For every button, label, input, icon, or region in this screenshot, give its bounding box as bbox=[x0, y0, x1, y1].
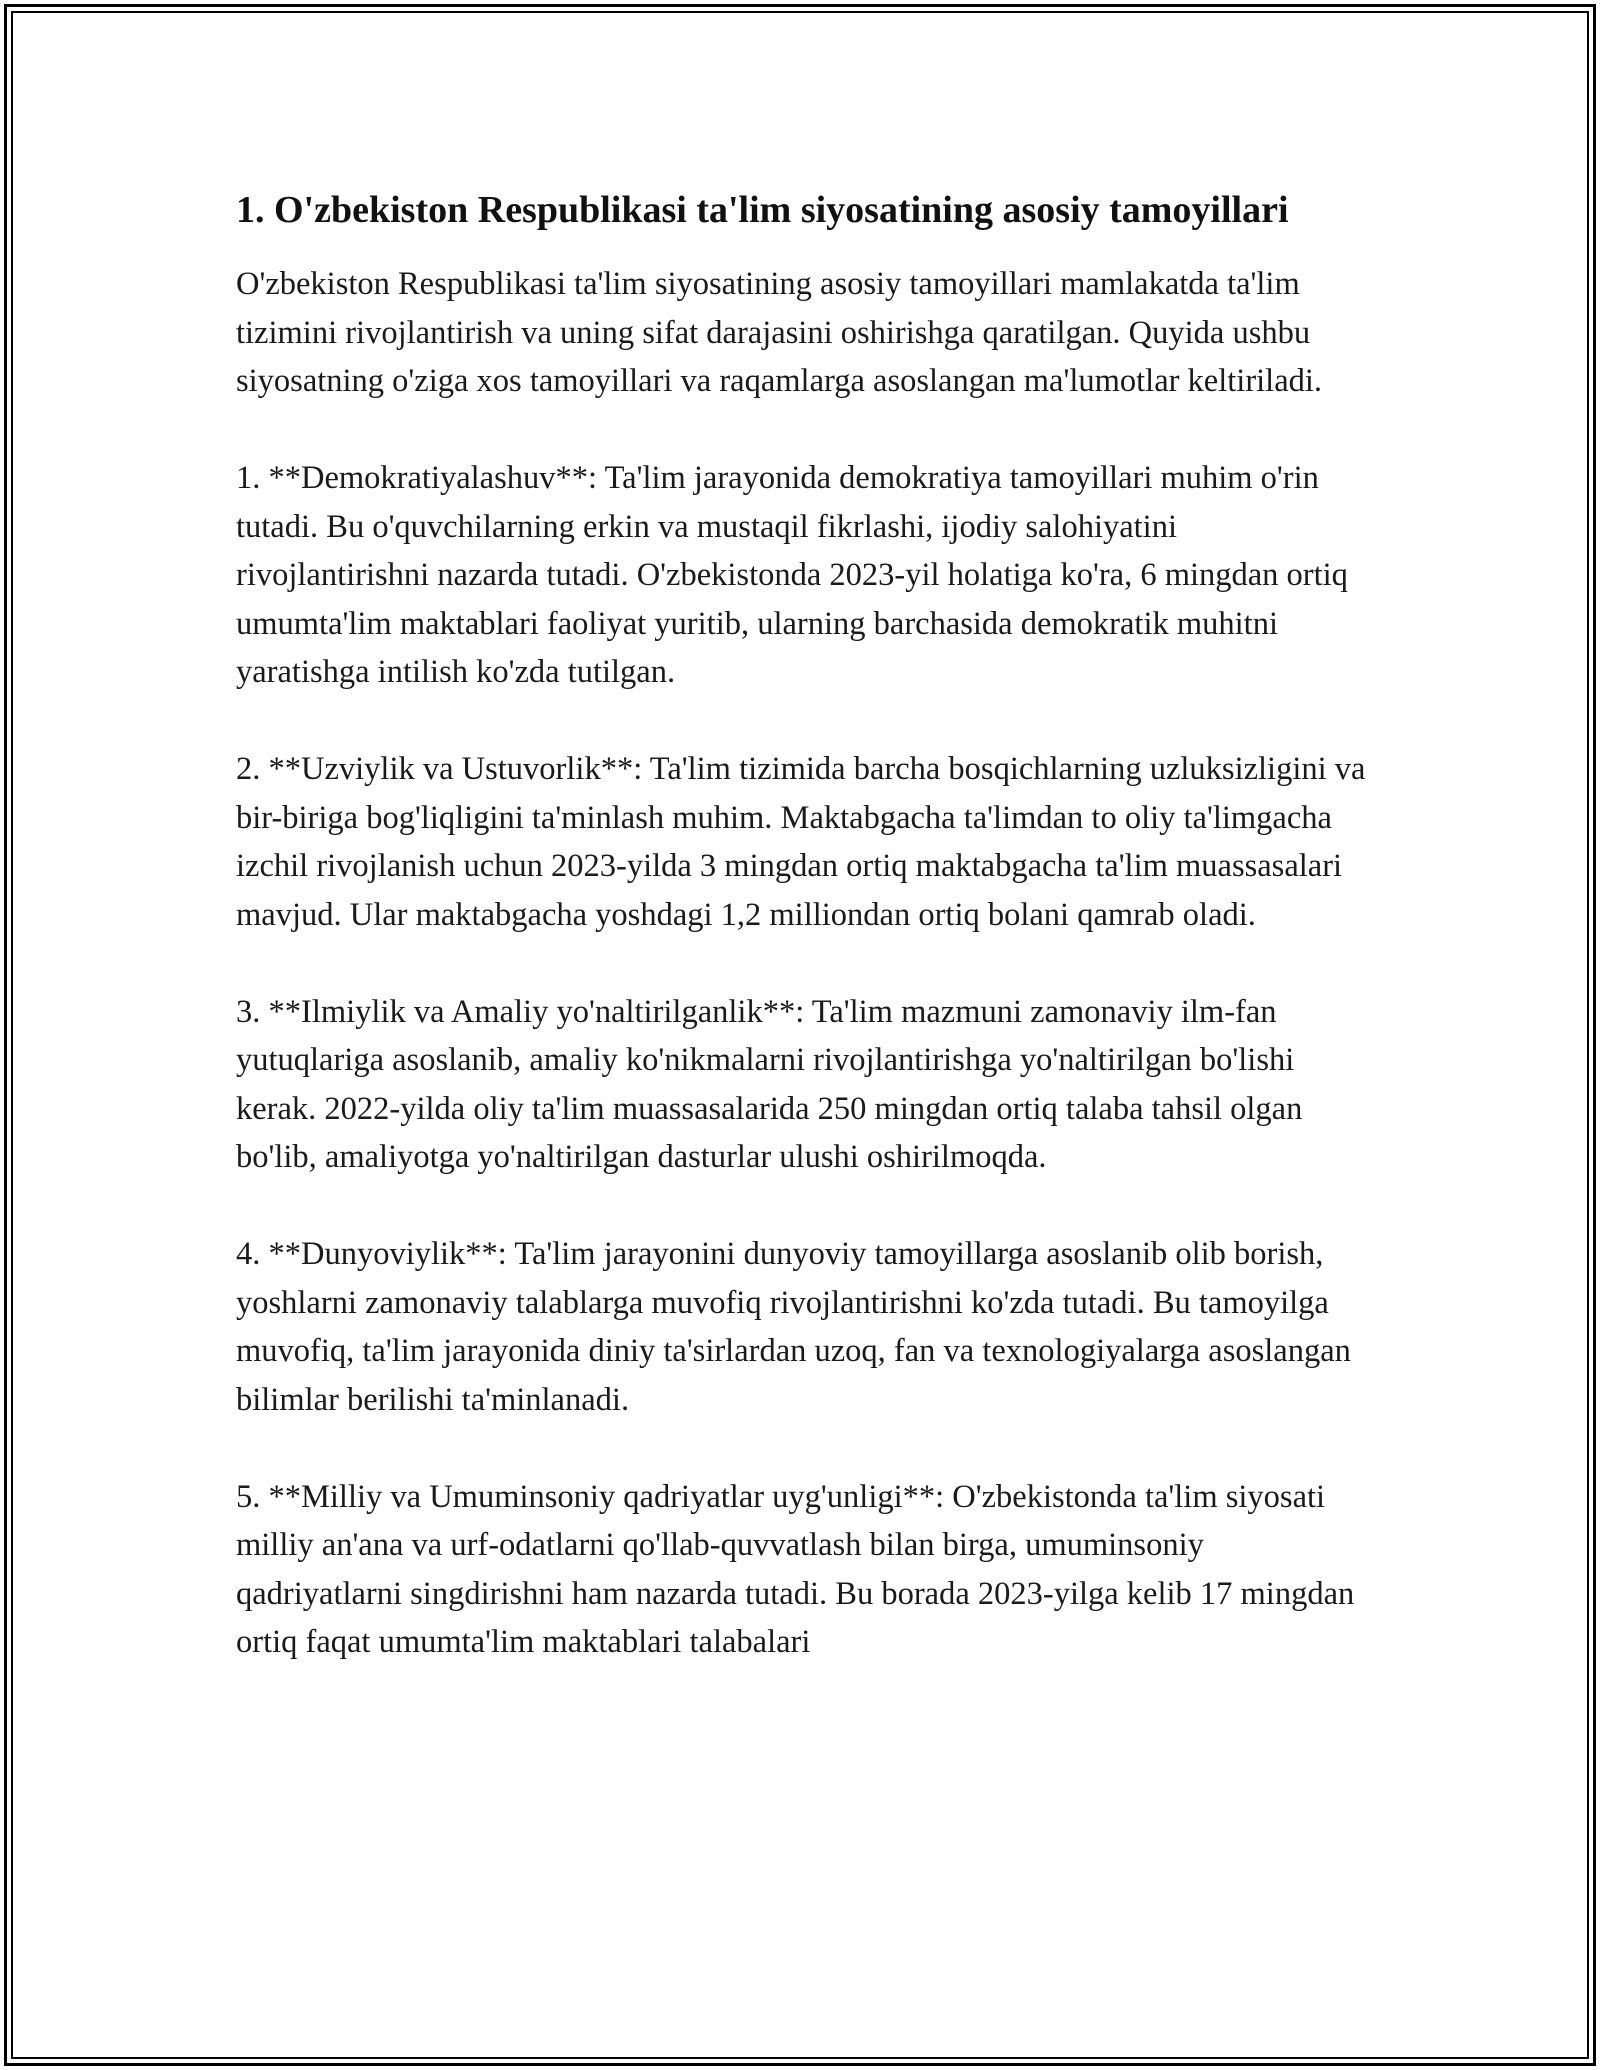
principle-paragraph-3: 3. **Ilmiylik va Amaliy yo'naltirilganlik**: Ta'lim mazmuni zamonaviy ilm-fan yutuqlariga asoslanib, amaliy ko'nikmalarni rivojlantirishga yo'naltirilgan bo'lishi kerak. 2022-yilda oliy ta'lim muassasalarida 250 mingdan ortiq talaba tahsil olgan bo'lib, amaliyotga yo'naltirilgan dasturlar ulushi oshirilmoqda. bbox=[236, 993, 1303, 1175]
document-title: 1. O'zbekiston Respublikasi ta'lim siyosatining asosiy tamoyillari bbox=[236, 189, 1289, 231]
document-body bbox=[236, 184, 1376, 1715]
principle-paragraph-2: 2. **Uzviylik va Ustuvorlik**: Ta'lim tizimida barcha bosqichlarning uzluksizligini va bir-biriga bog'liqligini ta'minlash muhim. Maktabgacha ta'limdan to oliy ta'limgacha izchil rivojlanish uchun 2023-yilda 3 mingdan ortiq maktabgacha ta'lim muassasalari mavjud. Ular maktabgacha yoshdagi 1,2 milliondan ortiq bolani qamrab oladi. bbox=[236, 751, 1366, 933]
principle-paragraph-5: 5. **Milliy va Umuminsoniy qadriyatlar uyg'unligi**: O'zbekistonda ta'lim siyosati milliy an'ana va urf-odatlarni qo'llab-quvvatlash bilan birga, umuminsoniy qadriyatlarni singdirishni ham nazarda tutadi. Bu borada 2023-yilga kelib 17 mingdan ortiq faqat umumta'lim maktablari talabalari bbox=[236, 1478, 1355, 1660]
principle-paragraph-4: 4. **Dunyoviylik**: Ta'lim jarayonini dunyoviy tamoyillarga asoslanib olib borish, yoshlarni zamonaviy talablarga muvofiq rivojlantirishni ko'zda tutadi. Bu tamoyilga muvofiq, ta'lim jarayonida diniy ta'sirlardan uzoq, fan va texnologiyalarga asoslangan bilimlar berilishi ta'minlanadi. bbox=[236, 1236, 1351, 1418]
principle-paragraph-1: 1. **Demokratiyalashuv**: Ta'lim jarayonida demokratiya tamoyillari muhim o'rin tutadi. Bu o'quvchilarning erkin va mustaqil fikrlashi, ijodiy salohiyatini rivojlantirishni nazarda tutadi. O'zbekistonda 2023-yil holatiga ko'ra, 6 mingdan ortiq umumta'lim maktablari faoliyat yuritib, ularning barchasida demokratik muhitni yaratishga intilish ko'zda tutilgan. bbox=[236, 460, 1348, 690]
intro-paragraph: O'zbekiston Respublikasi ta'lim siyosatining asosiy tamoyillari mamlakatda ta'lim tizimini rivojlantirish va uning sifat darajasini oshirishga qaratilgan. Quyida ushbu siyosatning o'ziga xos tamoyillari va raqamlarga asoslangan ma'lumotlar keltiriladi. bbox=[236, 266, 1323, 399]
